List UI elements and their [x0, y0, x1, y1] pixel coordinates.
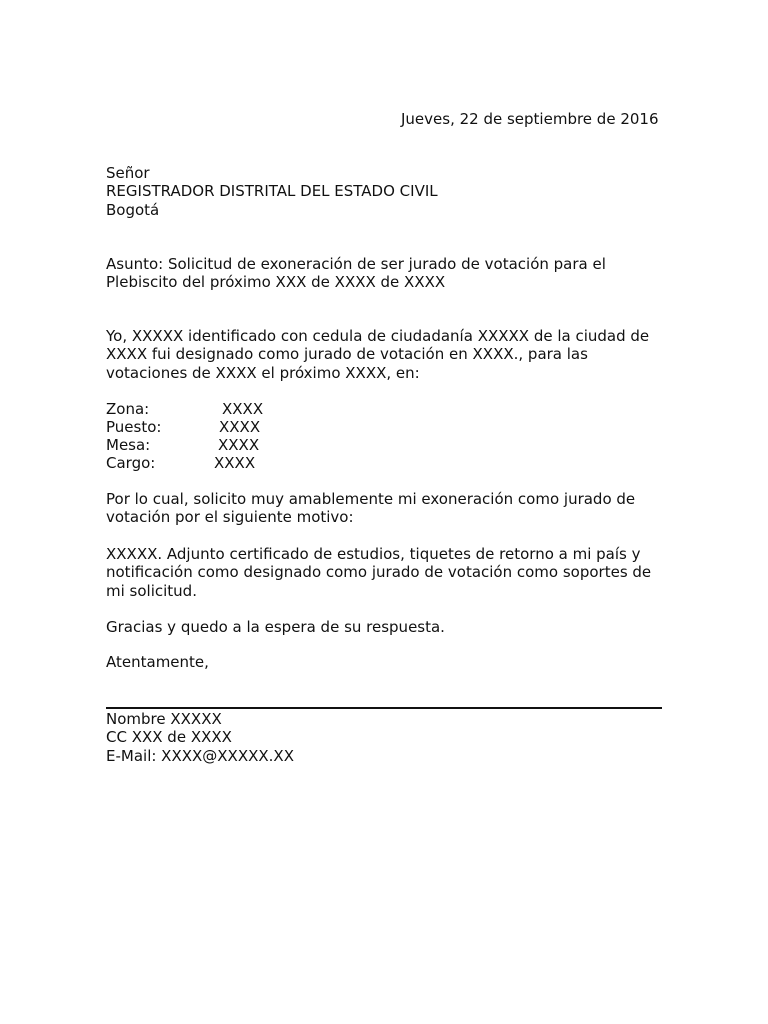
request-line-2: votación por el siguiente motivo: — [106, 508, 354, 527]
field-label-puesto: Puesto: — [106, 418, 162, 436]
recipient-salutation: Señor — [106, 164, 150, 182]
subject-block — [106, 255, 606, 292]
intro-line-1: Yo, XXXXX identificado con cedula de ciudadanía XXXXX de la ciudad de — [106, 327, 650, 345]
request-line-1: Por lo cual, solicito muy amablemente mi exoneración como jurado de — [106, 490, 636, 508]
subject-line-2: Plebiscito del próximo XXX de XXXX de XXXX — [106, 273, 446, 292]
recipient-city: Bogotá — [106, 200, 160, 219]
signature-email: E-Mail: XXXX@XXXXX.XX — [106, 746, 294, 765]
field-label-mesa: Mesa: — [106, 436, 151, 454]
field-value-cargo: XXXX — [214, 454, 256, 472]
intro-paragraph — [106, 327, 649, 382]
request-paragraph — [106, 490, 635, 527]
field-value-zona: XXXX — [222, 400, 264, 418]
recipient-title: REGISTRADOR DISTRITAL DEL ESTADO CIVIL — [106, 182, 438, 201]
signature-block — [106, 710, 294, 765]
field-label-zona: Zona: — [106, 400, 150, 418]
field-label-cargo: Cargo: — [106, 454, 156, 472]
reason-line-1: XXXXX. Adjunto certificado de estudios, tiquetes de retorno a mi país y — [106, 545, 641, 563]
signature-id: CC XXX de XXXX — [106, 728, 232, 747]
reason-line-3: mi solicitud. — [106, 581, 197, 600]
intro-line-3: votaciones de XXXX el próximo XXXX, en: — [106, 363, 420, 382]
thanks-line: Gracias y quedo a la espera de su respuesta. — [106, 618, 445, 636]
letter-date: Jueves, 22 de septiembre de 2016 — [401, 110, 659, 128]
reason-paragraph — [106, 545, 651, 600]
recipient-block — [106, 164, 438, 219]
closing-line: Atentamente, — [106, 653, 209, 671]
field-value-mesa: XXXX — [218, 436, 260, 454]
signature-line — [106, 707, 662, 709]
field-value-puesto: XXXX — [219, 418, 261, 436]
intro-line-2: XXXX fui designado como jurado de votación en XXXX., para las — [106, 345, 588, 364]
subject-line-1: Asunto: Solicitud de exoneración de ser jurado de votación para el — [106, 255, 606, 273]
signature-name: Nombre XXXXX — [106, 710, 222, 728]
reason-line-2: notificación como designado como jurado de votación como soportes de — [106, 563, 652, 582]
